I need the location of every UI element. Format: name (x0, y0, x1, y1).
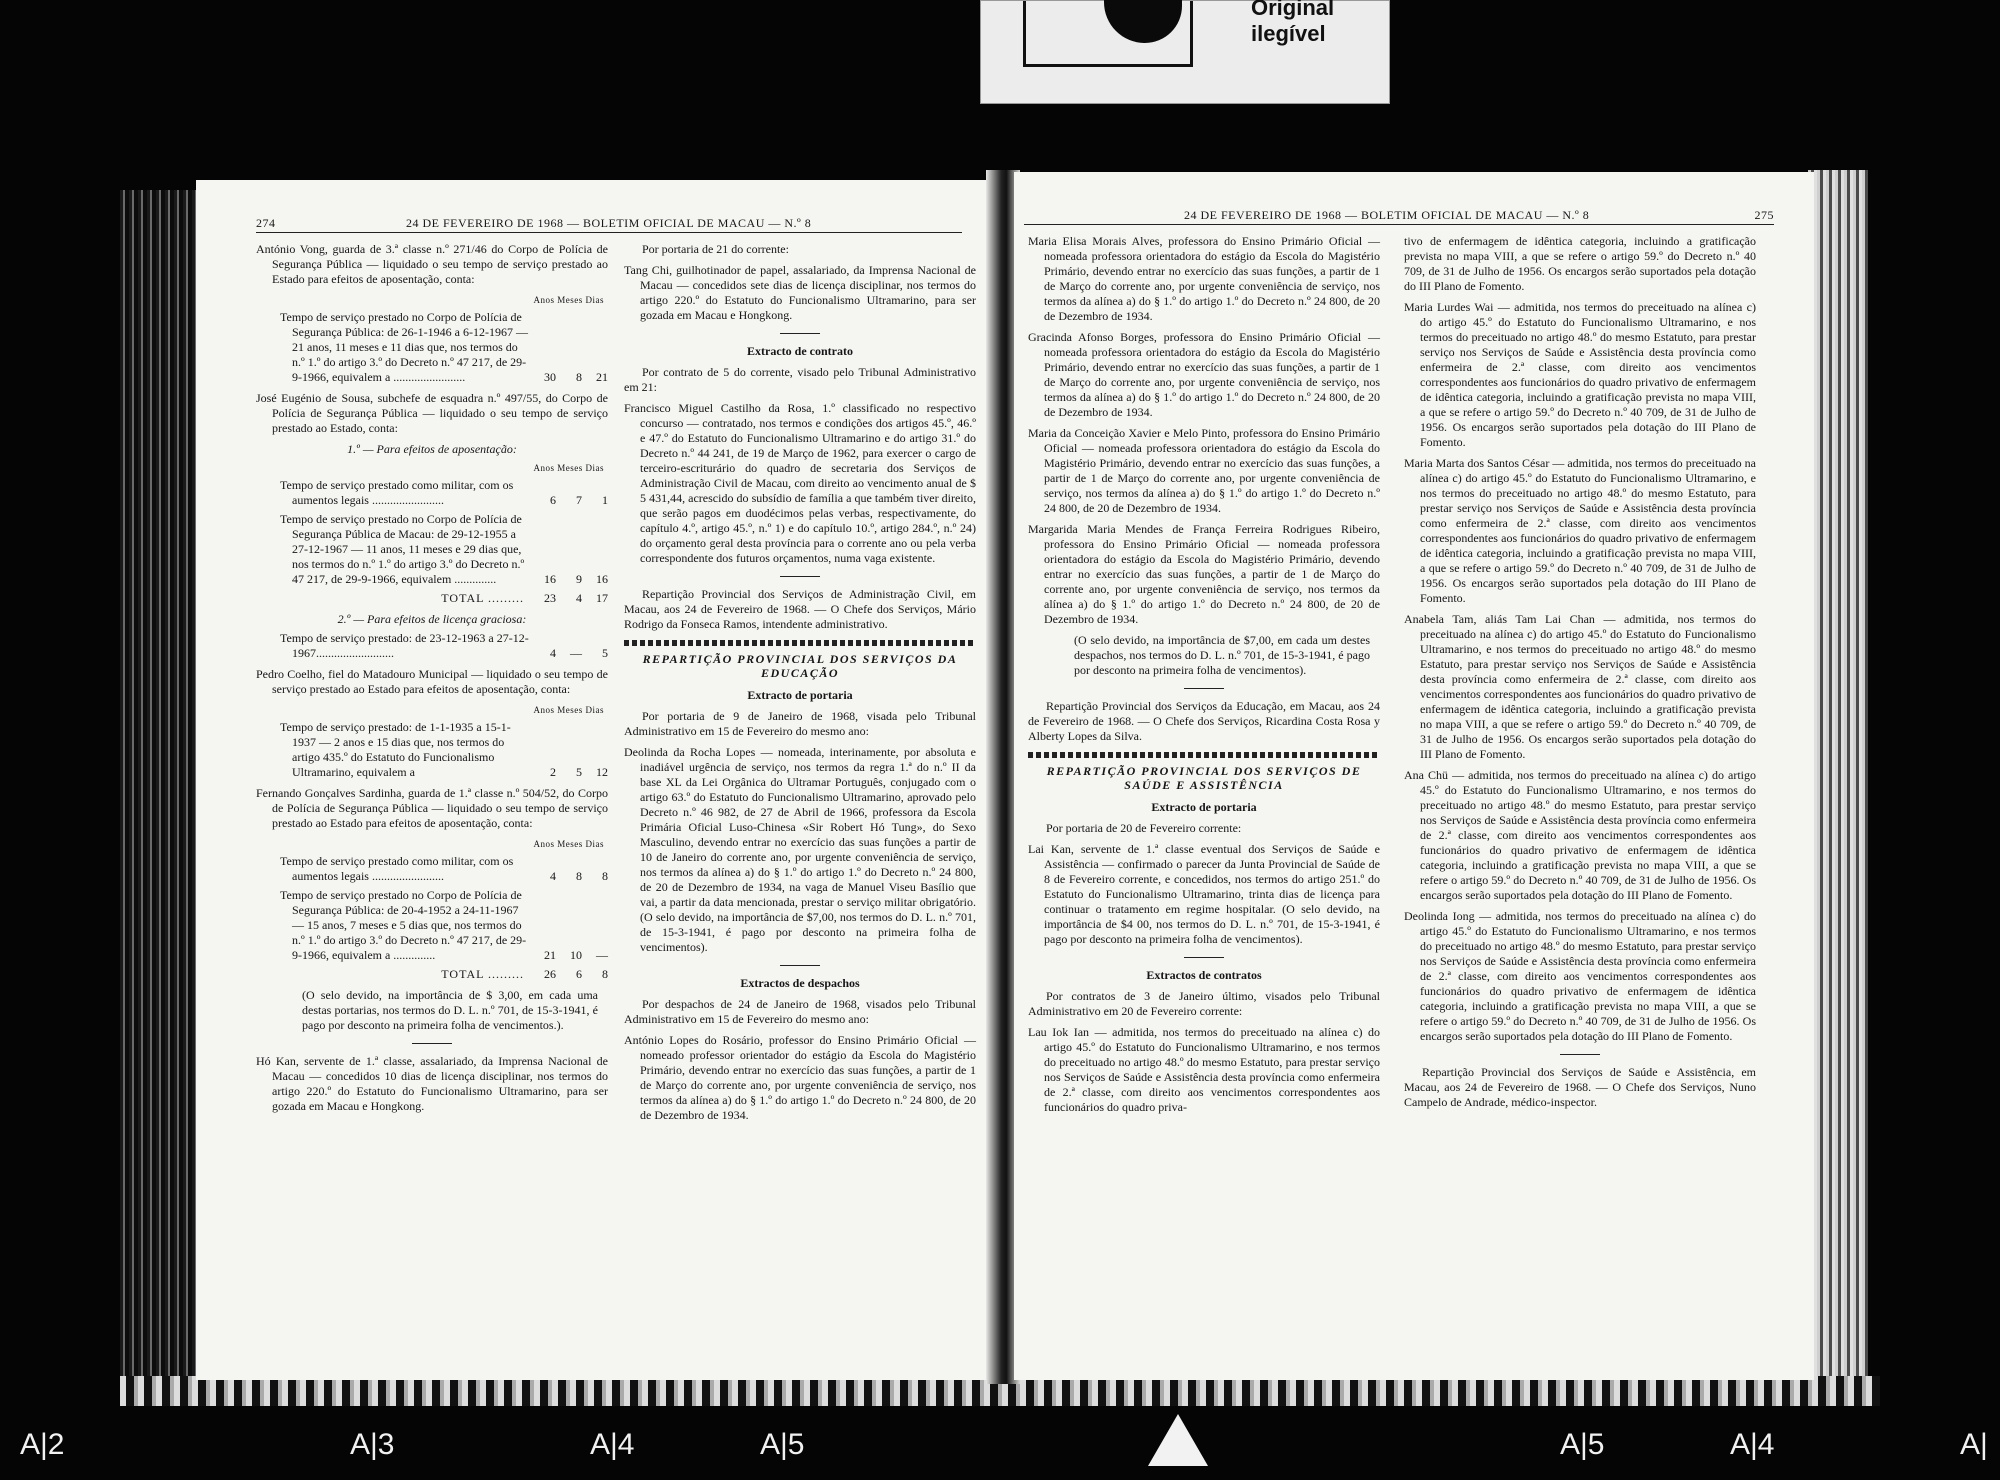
service-table-2: Anos Meses Dias Tempo de serviço prestado como militar, com os aumentos legais ........................ 6 7 1 Tempo de serviço prestado no Corpo de Polícia de Segurança Pública de Macau: de 29-12-1955 a 27-12-1967 — 11 anos, 11 meses e 29 dias que, nos termos do n.º 1.º do artigo 3.º do Decreto n.º 47 217, de 29-9-1966, equivalem .............. 16 9 16 TOTAL ......... 23 4 17 (280, 463, 608, 605)
entry-ana-chu: Ana Chü — admitida, nos termos do preceituado na alínea c) do artigo 45.º do Estatuto do Funcionalismo Ultramarino, e nos termos do preceituado no artigo 48.º do mesmo Estatuto, para prestar serviço nos Serviços de Saúde e Assistência desta província como enfermeira de 2.ª classe, com direito aos vencimentos correspondentes aos funcionários do quadro privativo de enfermagem de idêntica categoria, incluindo a gratificação prevista no mapa VIII, a que se refere o artigo 59.º do Decreto n.º 40 709, de 31 de Julho de 1956. Os encargos serão suportados pela dotação do III Plano de Fomento. (1404, 768, 1756, 902)
entry-lau-iok-ian-cont: tivo de enfermagem de idêntica categoria, incluindo a gratificação prevista no mapa VIII, a que se refere o artigo 59.º do Decreto n.º 40 709, de 31 de Julho de 1956. Os encargos serão suportados pela dotação do III Plano de Fomento. (1404, 234, 1756, 293)
stamp-duty-note: (O selo devido, na importância de $ 3,00, em cada uma destas portarias, nos termos do D. L. n.º 701, de 15-3-1941, é pago por desconto na primeira folha de vencimentos.). (302, 988, 598, 1032)
signature-block: Repartição Provincial dos Serviços da Educação, em Macau, aos 24 de Fevereiro de 1968. — O Chefe dos Serviços, Ricardina Costa Rosa y Alberty Lopes da Silva. (1028, 699, 1380, 743)
section-heading: Extractos de despachos (740, 976, 860, 990)
entry-antonio-vong: António Vong, guarda de 3.ª classe n.º 271/46 do Corpo de Polícia de Segurança Pública — liquidado o seu tempo de serviço prestado ao Estado para efeitos de aposentação, conta: (256, 242, 608, 286)
entry-francisco-rosa: Francisco Miguel Castilho da Rosa, 1.º classificado no respectivo concurso — contratado, nos termos e condições dos artigos 45.º, 46.º e 47.º do Estatuto do Funcionalismo Ultramarino e do artigo 31.º do Decreto n.º 44 241, de 19 de Março de 1962, para exercer o cargo de terceiro-escriturário do quadro de secretaria dos Serviços de Administração Civil de Macau, com direito ao vencimento anual de $ 5 431,44, acrescido do subsídio de família a que também tiver direito, que serão pagos em duodécimos pelas verbas, respectivamente, do capítulo 4.º, artigo 45.º, n.º 1) e do capítulo 10.º, artigo 284.º, n.º 24) do orçamento geral desta província para o corrente ano ou pela verba correspondente dos futuros orçamentos, numa vaga existente. (624, 401, 976, 565)
separator (412, 1043, 452, 1044)
entry-maria-conceicao: Maria da Conceição Xavier e Melo Pinto, professora do Ensino Primário Oficial — nomeada professora orientadora do estágio da Escola do Magistério Primário, devendo entrar no exercício das suas funções, a partir de 1 de Março do corrente ano, por urgente conveniência de serviço, nos termos da alínea a) do § 1.º do artigo 1.º do Decreto n.º 24 800, de 20 de Dezembro de 1934. (1028, 426, 1380, 515)
header-title: 24 DE FEVEREIRO DE 1968 — BOLETIM OFICIAL DE MACAU — N.º 8 (406, 216, 812, 230)
section-heading: Extracto de portaria (1151, 800, 1257, 814)
service-table-1 (280, 293, 608, 385)
entry-margarida-ribeiro: Margarida Maria Mendes de França Ferreira Rodrigues Ribeiro, professora do Ensino Primário Oficial — nomeada professora orientadora do estágio da Escola do Magistério Primário, devendo entrar no exercício das suas funções, a partir de 1 de Março do corrente ano, por urgente conveniência de serviço, nos termos da alínea a) do § 1.º do artigo 1.º do Decreto n.º 24 800, de 20 de Dezembro de 1934. (1028, 522, 1380, 626)
service-table-3 (280, 631, 608, 661)
book-edge-right (1808, 170, 1868, 1384)
separator (780, 576, 820, 577)
units-header: Anos Meses Dias (533, 295, 604, 305)
entry-maria-marta-cesar: Maria Marta dos Santos César — admitida, nos termos do preceituado na alínea c) do artigo 45.º do Estatuto do Funcionalismo Ultramarino, e nos termos do preceituado no artigo 48.º do mesmo Estatuto, para prestar serviço nos Serviços de Saúde e Assistência desta província como enfermeira de 2.ª classe, com direito aos vencimentos correspondentes aos funcionários do quadro privativo de enfermagem de idêntica categoria, incluindo a gratificação prevista no mapa VIII, a que se refere o artigo 59.º do Decreto n.º 40 709, de 31 de Julho de 1956. Os encargos serão suportados pela dotação do III Plano de Fomento. (1404, 456, 1756, 605)
despachos-intro: Por despachos de 24 de Janeiro de 1968, visados pelo Tribunal Administrativo em 15 de Fevereiro do mesmo ano: (624, 997, 976, 1026)
ornament-rule (1028, 752, 1380, 758)
separator (1184, 957, 1224, 958)
right-column-1 (1028, 234, 1380, 1121)
ornament-rule (624, 640, 976, 646)
left-column-1 (256, 242, 608, 1120)
department-heading: REPARTIÇÃO PROVINCIAL DOS SERVIÇOS DE SAÚDE E ASSISTÊNCIA (1046, 764, 1362, 792)
page-274 (196, 180, 992, 1380)
table-row: Tempo de serviço prestado: de 1-1-1935 a 15-1-1937 — 2 anos e 15 dias que, nos termos do artigo 435.º do Estatuto do Funcionalismo Ultramarino, equivalem a 2 5 12 (280, 720, 608, 779)
right-column-2 (1404, 234, 1756, 1116)
separator (1184, 688, 1224, 689)
film-mark: A|3 (350, 1428, 395, 1461)
table-row: Tempo de serviço prestado como militar, com os aumentos legais ........................ 4 8 8 (280, 854, 608, 883)
film-mark: A|2 (20, 1428, 65, 1461)
illegible-original-label: Original ilegível (1251, 0, 1335, 46)
stamp-duty-note: (O selo devido, na importância de $7,00, em cada um destes despachos, nos termos do D. L. n.º 701, de 15-3-1941, é pago por desconto na primeira folha de vencimentos). (1074, 633, 1370, 677)
contract-intro: Por contrato de 5 do corrente, visado pelo Tribunal Administrativo em 21: (624, 365, 976, 394)
header-title: 24 DE FEVEREIRO DE 1968 — BOLETIM OFICIAL DE MACAU — N.º 8 (1184, 208, 1590, 222)
section-heading: Extracto de contrato (747, 344, 853, 358)
separator (780, 333, 820, 334)
separator (780, 965, 820, 966)
table-row: Tempo de serviço prestado no Corpo de Polícia de Segurança Pública de Macau: de 29-12-1955 a 27-12-1967 — 11 anos, 11 meses e 29 dias que, nos termos do n.º 1.º do artigo 3.º do Decreto n.º 47 217, de 29-9-1966, equivalem .............. 16 9 16 (280, 512, 608, 586)
signature-block: Repartição Provincial dos Serviços de Saúde e Assistência, em Macau, aos 24 de Fevereiro de 1968. — O Chefe dos Serviços, Nuno Campelo de Andrade, médico-inspector. (1404, 1065, 1756, 1109)
table-row: Tempo de serviço prestado: de 23-12-1963 a 27-12-1967.......................... 4 — 5 (280, 631, 608, 660)
table-row: Tempo de serviço prestado no Corpo de Polícia de Segurança Pública: de 26-1-1946 a 6-12-1967 — 21 anos, 11 meses e 11 dias que, nos termos do n.º 1.º do artigo 3.º do Decreto n.º 47 217, de 29-9-1966, equivalem a ........................ 30 8 21 (280, 310, 608, 384)
microfilm-label (980, 0, 1390, 104)
table-total-row: TOTAL ......... 26 6 8 (441, 967, 608, 981)
subheading-aposentacao: 1.º — Para efeitos de aposentação: (347, 442, 517, 456)
signature-block: Repartição Provincial dos Serviços de Administração Civil, em Macau, aos 24 de Fevereiro de 1968. — O Chefe dos Serviços, Mário Rodrigo da Fonseca Ramos, intendente administrativo. (624, 587, 976, 631)
entry-deolinda-lopes: Deolinda da Rocha Lopes — nomeada, interinamente, por absoluta e inadiável urgência de serviço, nos termos da regra 1.ª do n.º II da base XL da Lei Orgânica do Ultramar Português, conjugado com o artigo 63.º do Estatuto do Funcionalismo Ultramarino, aprovado pelo Decreto n.º 46 982, de 27 de Abril de 1966, professora da Escola Primária Oficial Luso-Chinesa «Sir Robert Hó Tung», do Sexo Masculino, devendo entrar no exercício das suas funções a partir de 10 de Janeiro do corrente ano, por urgente conveniência de serviço, nos termos da alínea a) do § 1.º do artigo 1.º do Decreto n.º 24 800, de 20 de Dezembro de 1934, na vaga de Manuel Viseu Basílio que vai, a partir da data mencionada, prestar o serviço militar obrigatório. (O selo devido, na importância de $7,00, nos termos do D. L. n.º 701, de 15-3-1941, é pago por desconto na primeira folha de vencimentos). (624, 745, 976, 954)
page-number: 274 (256, 216, 276, 230)
entry-lai-kan: Lai Kan, servente de 1.ª classe eventual dos Serviços de Saúde e Assistência — confirmado o parecer da Junta Provincial de Saúde de 8 de Fevereiro corrente, e concedidos, nos termos do artigo 251.º do Estatuto do Funcionalismo Ultramarino, trinta dias de licença para continuar o tratamento em regime hospitalar. (O selo devido, na importância de $4 00, nos termos do D. L. n.º 701, de 15-3-1941, é pago por desconto na primeira folha de vencimentos). (1028, 842, 1380, 946)
entry-tang-chi: Tang Chi, guilhotinador de papel, assalariado, da Imprensa Nacional de Macau — concedidos sete dias de licença disciplinar, nos termos do artigo 220.º do Estatuto do Funcionalismo Ultramarino, para ser gozada em Macau e Hongkong. (624, 263, 976, 322)
film-frame-marks (0, 1414, 2000, 1480)
running-header (1024, 206, 1774, 225)
portaria-intro: Por portaria de 20 de Fevereiro corrente: (1046, 821, 1242, 835)
film-mark: A| (1960, 1428, 1988, 1461)
entry-deolinda-iong: Deolinda Iong — admitida, nos termos do preceituado na alínea c) do artigo 45.º do Estatuto do Funcionalismo Ultramarino, e nos termos do preceituado no artigo 48.º do mesmo Estatuto, para prestar serviço nos Serviços de Saúde e Assistência desta província como enfermeira de 2.ª classe, com direito aos vencimentos correspondentes aos funcionários do quadro privativo de enfermagem de idêntica categoria, incluindo a gratificação prevista no mapa VIII, a que se refere o artigo 59.º do Decreto n.º 40 709, de 31 de Julho de 1956. Os encargos serão suportados pela dotação do III Plano de Fomento. (1404, 909, 1756, 1043)
table-total-row: TOTAL ......... 23 4 17 (441, 591, 608, 605)
book-edge-left (120, 190, 198, 1390)
running-header (256, 214, 962, 233)
entry-maria-elisa: Maria Elisa Morais Alves, professora do Ensino Primário Oficial — nomeada professora orientadora do estágio da Escola do Magistério Primário, devendo entrar no exercício das suas funções, a partir de 1 de Março do corrente ano, por urgente conveniência de serviço, nos termos da alínea a) do § 1.º do artigo 1.º do Decreto n.º 24 800, de 20 de Dezembro de 1934. (1028, 234, 1380, 323)
separator (1560, 1054, 1600, 1055)
service-table-5: Anos Meses Dias Tempo de serviço prestado como militar, com os aumentos legais ........................ 4 8 8 Tempo de serviço prestado no Corpo de Polícia de Segurança Pública: de 20-4-1952 a 24-11-1967 — 15 anos, 7 meses e 5 dias que, nos termos do n.º 1.º do artigo 3.º do Decreto n.º 47 217, de 29-9-1966, equivalem a .............. 21 10 — TOTAL ......... 26 6 8 (280, 839, 608, 981)
entry-maria-lurdes-wai: Maria Lurdes Wai — admitida, nos termos do preceituado na alínea c) do artigo 45.º do Estatuto do Funcionalismo Ultramarino, e nos termos do preceituado no artigo 48.º do mesmo Estatuto, para prestar serviço nos Serviços de Saúde e Assistência desta província como enfermeira de 2.ª classe, com direito aos vencimentos correspondentes aos funcionários do quadro privativo de enfermagem de idêntica categoria, incluindo a gratificação prevista no mapa VIII, a que se refere o artigo 59.º do Decreto n.º 40 709, de 31 de Julho de 1956. Os encargos serão suportados pela dotação do III Plano de Fomento. (1404, 300, 1756, 449)
portaria-intro: Por portaria de 9 de Janeiro de 1968, visada pelo Tribunal Administrativo em 15 de Fevereiro do mesmo ano: (624, 709, 976, 738)
service-table-4: Anos Meses Dias Tempo de serviço prestado: de 1-1-1935 a 15-1-1937 — 2 anos e 15 dias que, nos termos do artigo 435.º do Estatuto do Funcionalismo Ultramarino, equivalem a 2 5 12 (280, 705, 608, 779)
entry-lau-iok-ian: Lau Iok Ian — admitida, nos termos do preceituado na alínea c) do artigo 45.º do Estatuto do Funcionalismo Ultramarino, e nos termos do preceituado no artigo 48.º do mesmo Estatuto, para prestar serviço nos Serviços de Saúde e Assistência desta província como enfermeira de 2.ª classe, com direito aos vencimentos correspondentes aos funcionários do quadro priva- (1028, 1025, 1380, 1114)
entry-ho-kan: Hó Kan, servente de 1.ª classe, assalariado, da Imprensa Nacional de Macau — concedidos 10 dias de licença disciplinar, nos termos do artigo 220.º do Estatuto do Funcionalismo Ultramarino, para ser gozada em Macau e Hongkong. (256, 1054, 608, 1113)
entry-anabela-tam: Anabela Tam, aliás Tam Lai Chan — admitida, nos termos do preceituado na alínea c) do artigo 45.º do Estatuto do Funcionalismo Ultramarino, e nos termos do preceituado no artigo 48.º do mesmo Estatuto, para prestar serviço nos Serviços de Saúde e Assistência desta província como enfermeira de 2.ª classe, com direito aos vencimentos correspondentes aos funcionários do quadro privativo de enfermagem de idêntica categoria, incluindo a gratificação prevista no mapa VIII, a que se refere o artigo 59.º do Decreto n.º 40 709, de 31 de Julho de 1956. Os encargos serão suportados pela dotação do III Plano de Fomento. (1404, 612, 1756, 761)
page-275 (1014, 172, 1814, 1380)
left-column-2 (624, 242, 976, 1129)
table-row: Tempo de serviço prestado como militar, com os aumentos legais ........................ 6 7 1 (280, 478, 608, 507)
entry-pedro-coelho: Pedro Coelho, fiel do Matadouro Municipal — liquidado o seu tempo de serviço prestado ao Estado para efeitos de aposentação, conta: (256, 667, 608, 696)
entry-gracinda-borges: Gracinda Afonso Borges, professora do Ensino Primário Oficial — nomeada professora orientadora do estágio da Escola do Magistério Primário, devendo entrar no exercício das suas funções, a partir de 1 de Março do corrente ano, por urgente conveniência de serviço, nos termos da alínea a) do § 1.º do artigo 1.º do Decreto n.º 24 800, de 20 de Dezembro de 1934. (1028, 330, 1380, 419)
page-number: 275 (1754, 208, 1774, 222)
entry-jose-eugenio: José Eugénio de Sousa, subchefe de esquadra n.º 497/55, do Corpo de Polícia de Segurança Pública — liquidado o seu tempo de serviço prestado ao Estado, conta: (256, 391, 608, 435)
film-mark: A|5 (1560, 1428, 1605, 1461)
department-heading: REPARTIÇÃO PROVINCIAL DOS SERVIÇOS DA EDUCAÇÃO (642, 652, 958, 680)
subheading-licenca: 2.º — Para efeitos de licença graciosa: (337, 612, 527, 626)
portaria-intro: Por portaria de 21 do corrente: (642, 242, 789, 256)
film-mark: A|4 (1730, 1428, 1775, 1461)
entry-antonio-rosario: António Lopes do Rosário, professor do Ensino Primário Oficial — nomeado professor orientador do estágio da Escola do Magistério Primário, devendo entrar no exercício das suas funções, a partir de 1 de Março do corrente ano, por urgente conveniência de serviço, nos termos da alínea a) do § 1.º do artigo 1.º do Decreto n.º 24 800, de 20 de Dezembro de 1934. (624, 1033, 976, 1122)
film-mark: A|5 (760, 1428, 805, 1461)
section-heading: Extracto de portaria (747, 688, 853, 702)
table-row: Tempo de serviço prestado no Corpo de Polícia de Segurança Pública: de 20-4-1952 a 24-11-1967 — 15 anos, 7 meses e 5 dias que, nos termos do n.º 1.º do artigo 3.º do Decreto n.º 47 217, de 29-9-1966, equivalem a .............. 21 10 — (280, 888, 608, 962)
film-mark: A|4 (590, 1428, 635, 1461)
book-logo-icon (1023, 1, 1193, 67)
entry-fernando-sardinha: Fernando Gonçalves Sardinha, guarda de 1.ª classe n.º 504/52, do Corpo de Polícia de Segurança Pública — liquidado o seu tempo de serviço prestado ao Estado para efeitos de aposentação, conta: (256, 786, 608, 830)
contracts-intro: Por contratos de 3 de Janeiro último, visados pelo Tribunal Administrativo em 20 de Fevereiro corrente: (1028, 989, 1380, 1018)
section-heading: Extractos de contratos (1146, 968, 1262, 982)
